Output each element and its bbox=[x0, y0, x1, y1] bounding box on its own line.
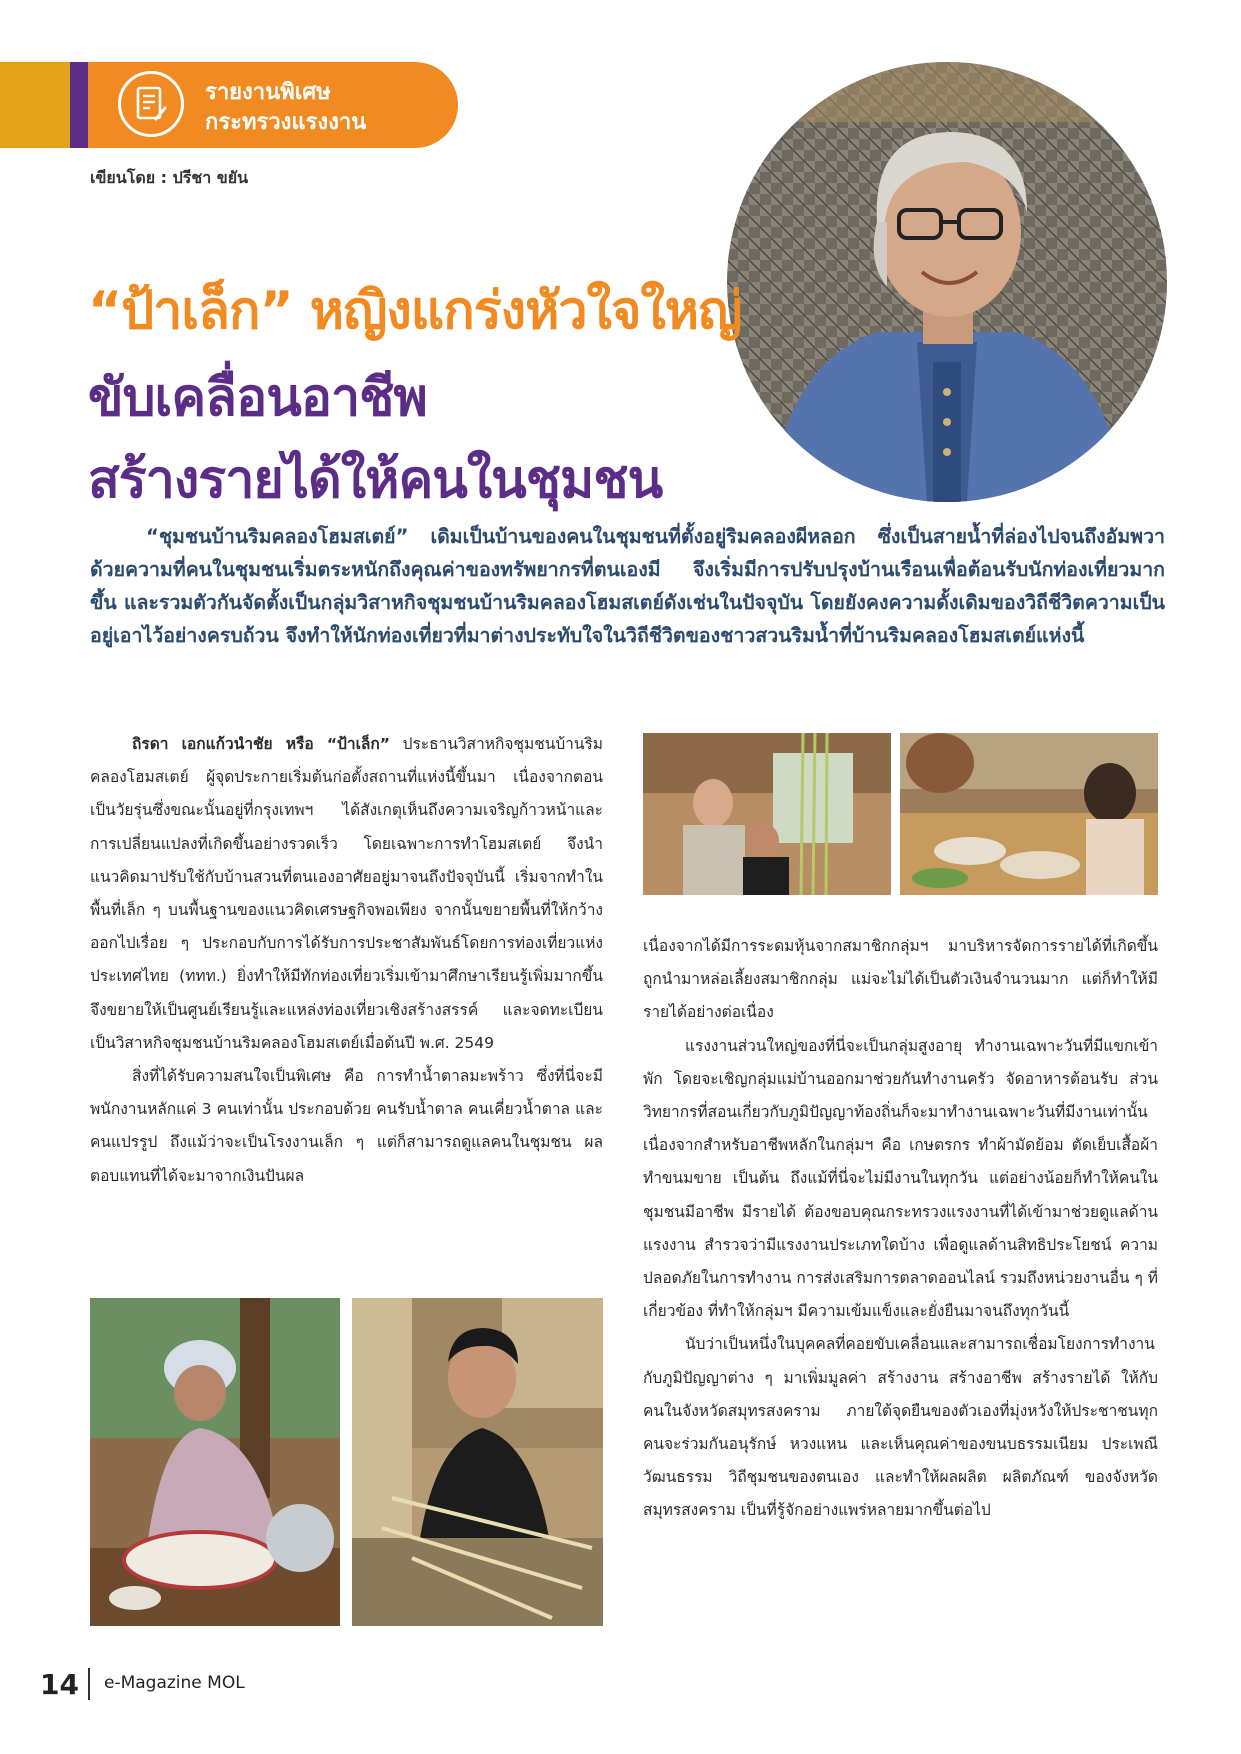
paragraph bbox=[90, 728, 603, 1060]
header-purple-bar bbox=[70, 62, 88, 148]
portrait-photo bbox=[727, 62, 1167, 502]
right-column bbox=[643, 930, 1158, 1528]
headline-line-2: ขับเคลื่อนอาชีพ bbox=[88, 368, 427, 428]
paragraph-text: ประธานวิสาหกิจชุมชนบ้านริมคลองโฮมสเตย์ ผู้จุดประกายเริ่มต้นก่อตั้งสถานที่แห่งนี้ขึ้นมา เนื่องจากตอนเป็นวัยรุ่นซึ่งขณะนั้นอยู่ที่กรุงเทพฯ ได้สังเกตุเห็นถึงความเจริญก้าวหน้าและการเปลี่ยนแปลงที่เกิดขึ้นอย่างรวดเร็ว โดยเฉพาะการทำโฮมสเตย์ จึงนำแนวคิดมาปรับใช้กับบ้านสวนที่ตนเองอาศัยอยู่มาจนถึงปัจจุบันนี้ เริ่มจากทำในพื้นที่เล็ก ๆ บนพื้นฐานของแนวคิดเศรษฐกิจพอเพียง จากนั้นขยายพื้นที่ให้กว้างออกไปเรื่อย ๆ ประกอบกับการได้รับการประชาสัมพันธ์โดยการท่องเที่ยวแห่งประเทศไทย (ททท.) ยิ่งทำให้มีทักท่องเที่ยวเริ่มเข้ามาศึกษาเรียนรู้เพิ่มมากขึ้น จึงขยายให้เป็นศูนย์เรียนรู้และแหล่งท่องเที่ยวเชิงสร้างสรรค์ และจดทะเบียนเป็นวิสาหกิจชุมชนบ้านริมคลองโฮมสเตย์เมื่อต้นปี พ.ศ. 2549 bbox=[90, 735, 603, 1052]
header-gold-bar bbox=[0, 62, 72, 148]
paragraph: นับว่าเป็นหนึ่งในบุคคลที่คอยขับเคลื่อนและสามารถเชื่อมโยงการทำงานกับภูมิปัญญาต่าง ๆ มาเพิ่มมูลค่า สร้างงาน สร้างอาชีพ สร้างรายได้ ให้กับคนในจังหวัดสมุทรสงคราม ภายใต้จุดยืนของตัวเองที่มุ่งหวังให้ประชาชนทุกคนจะร่วมกันอนุรักษ์ หวงแหน และเห็นคุณค่าของขนบธรรมเนียม ประเพณีวัฒนธรรม วิถีชุมชนของตนเอง และทำให้ผลผลิต ผลิตภัณฑ์ ของจังหวัดสมุทรสงคราม เป็นที่รู้จักอย่างแพร่หลายมากขึ้นต่อไป bbox=[643, 1335, 1158, 1520]
photo-weaver-man bbox=[352, 1298, 603, 1626]
paragraph: แรงงานส่วนใหญ่ของที่นี่จะเป็นกลุ่มสูงอายุ ทำงานเฉพาะวันที่มีแขกเข้าพัก โดยจะเชิญกลุ่มแม่บ้านออกมาช่วยกันทำงานครัว จัดอาหารต้อนรับ ส่วนวิทยากรที่สอนเกี่ยวกับภูมิปัญญาท้องถิ่นก็จะมาทำงานเฉพาะวันที่มีงานเท่านั้น เนื่องจากสำหรับอาชีพหลักในกลุ่มฯ คือ เกษตรกร ทำผ้ามัดย้อม ตัดเย็บเสื้อผ้า ทำขนมขาย เป็นต้น ถึงแม้ที่นี่จะไม่มีงานในทุกวัน แต่อย่างน้อยก็ทำให้คนในชุมชนมีอาชีพ มีรายได้ ต้องขอบคุณกระทรวงแรงงานที่ได้เข้ามาช่วยดูแลด้านแรงงาน สำรวจว่ามีแรงงานประเภทใดบ้าง เพื่อดูแลด้านสิทธิประโยชน์ ความปลอดภัยในการทำงาน การส่งเสริมการตลาดออนไลน์ รวมถึงหน่วยงานอื่น ๆ ที่เกี่ยวข้อง ที่ทำให้กลุ่มฯ มีความเข้มแข็งและยั่งยืนมาจนถึงทุกวันนี้ bbox=[643, 1036, 1158, 1321]
lead-text: “ชุมชนบ้านริมคลองโฮมสเตย์” เดิมเป็นบ้านของคนในชุมชนที่ตั้งอยู่ริมคลองผีหลอก ซึ่งเป็นสายน้ำที่ล่องไปจนถึงอัมพวา ด้วยความที่คนในชุมชนเริ่มตระหนักถึงคุณค่าของทรัพยากรที่ตนเองมี จึงเริ่มมีการปรับปรุงบ้านเรือนเพื่อต้อนรับนักท่องเที่ยวมากขึ้น และรวมตัวกันจัดตั้งเป็นกลุ่มวิสาหกิจชุมชนบ้านริมคลองโฮมสเตย์ดังเช่นในปัจจุบัน โดยยังคงความดั้งเดิมของวิถีชีวิตความเป็นอยู่เอาไว้อย่างครบถ้วน จึงทำให้นักท่องเที่ยวที่มาต่างประทับใจในวิถีชีวิตของชาวสวนริมน้ำที่บ้านริมคลองโฮมสเตย์แห่งนี้ bbox=[90, 525, 1165, 647]
paragraph: สิ่งที่ได้รับความสนใจเป็นพิเศษ คือ การทำน้ำตาลมะพร้าว ซึ่งที่นี่จะมีพนักงานหลักแค่ 3 คนเท่านั้น ประกอบด้วย คนรับน้ำตาล คนเคี่ยวน้ำตาล และคนแปรรูป ถึงแม้ว่าจะเป็นโรงงานเล็ก ๆ แต่ก็สามารถดูแลคนในชุมชน ผลตอบแทนที่ได้จะมาจากเงินปันผล bbox=[90, 1067, 603, 1185]
magazine-name: e-Magazine MOL bbox=[104, 1673, 245, 1693]
section-ministry: กระทรวงแรงงาน bbox=[205, 110, 367, 135]
headline-line-1: “ป้าเล็ก” หญิงแกร่งหัวใจใหญ่ bbox=[88, 281, 742, 341]
paragraph: เนื่องจากได้มีการระดมหุ้นจากสมาชิกกลุ่มฯ มาบริหารจัดการรายได้ที่เกิดขึ้นถูกนำมาหล่อเลี้ยงสมาชิกกลุ่ม แม่จะไม่ได้เป็นตัวเงินจำนวนมาก แต่ก็ทำให้มีรายได้อย่างต่อเนื่อง bbox=[643, 937, 1158, 1022]
document-icon bbox=[118, 71, 184, 137]
photo-cooking-woman bbox=[90, 1298, 340, 1626]
footer-divider bbox=[88, 1668, 90, 1700]
left-column bbox=[90, 728, 603, 1193]
section-label: รายงานพิเศษ bbox=[205, 80, 331, 105]
headline-line-3: สร้างรายได้ให้คนในชุมชน bbox=[88, 450, 663, 510]
photo-food-table bbox=[900, 733, 1158, 895]
page-number: 14 bbox=[40, 1668, 79, 1701]
subject-name: ถิรดา เอกแก้วนำชัย หรือ “ป้าเล็ก” bbox=[132, 735, 390, 753]
photo-weaving-activity bbox=[643, 733, 891, 895]
byline: เขียนโดย : ปรีชา ขยัน bbox=[90, 168, 249, 187]
lead-paragraph bbox=[90, 520, 1165, 652]
